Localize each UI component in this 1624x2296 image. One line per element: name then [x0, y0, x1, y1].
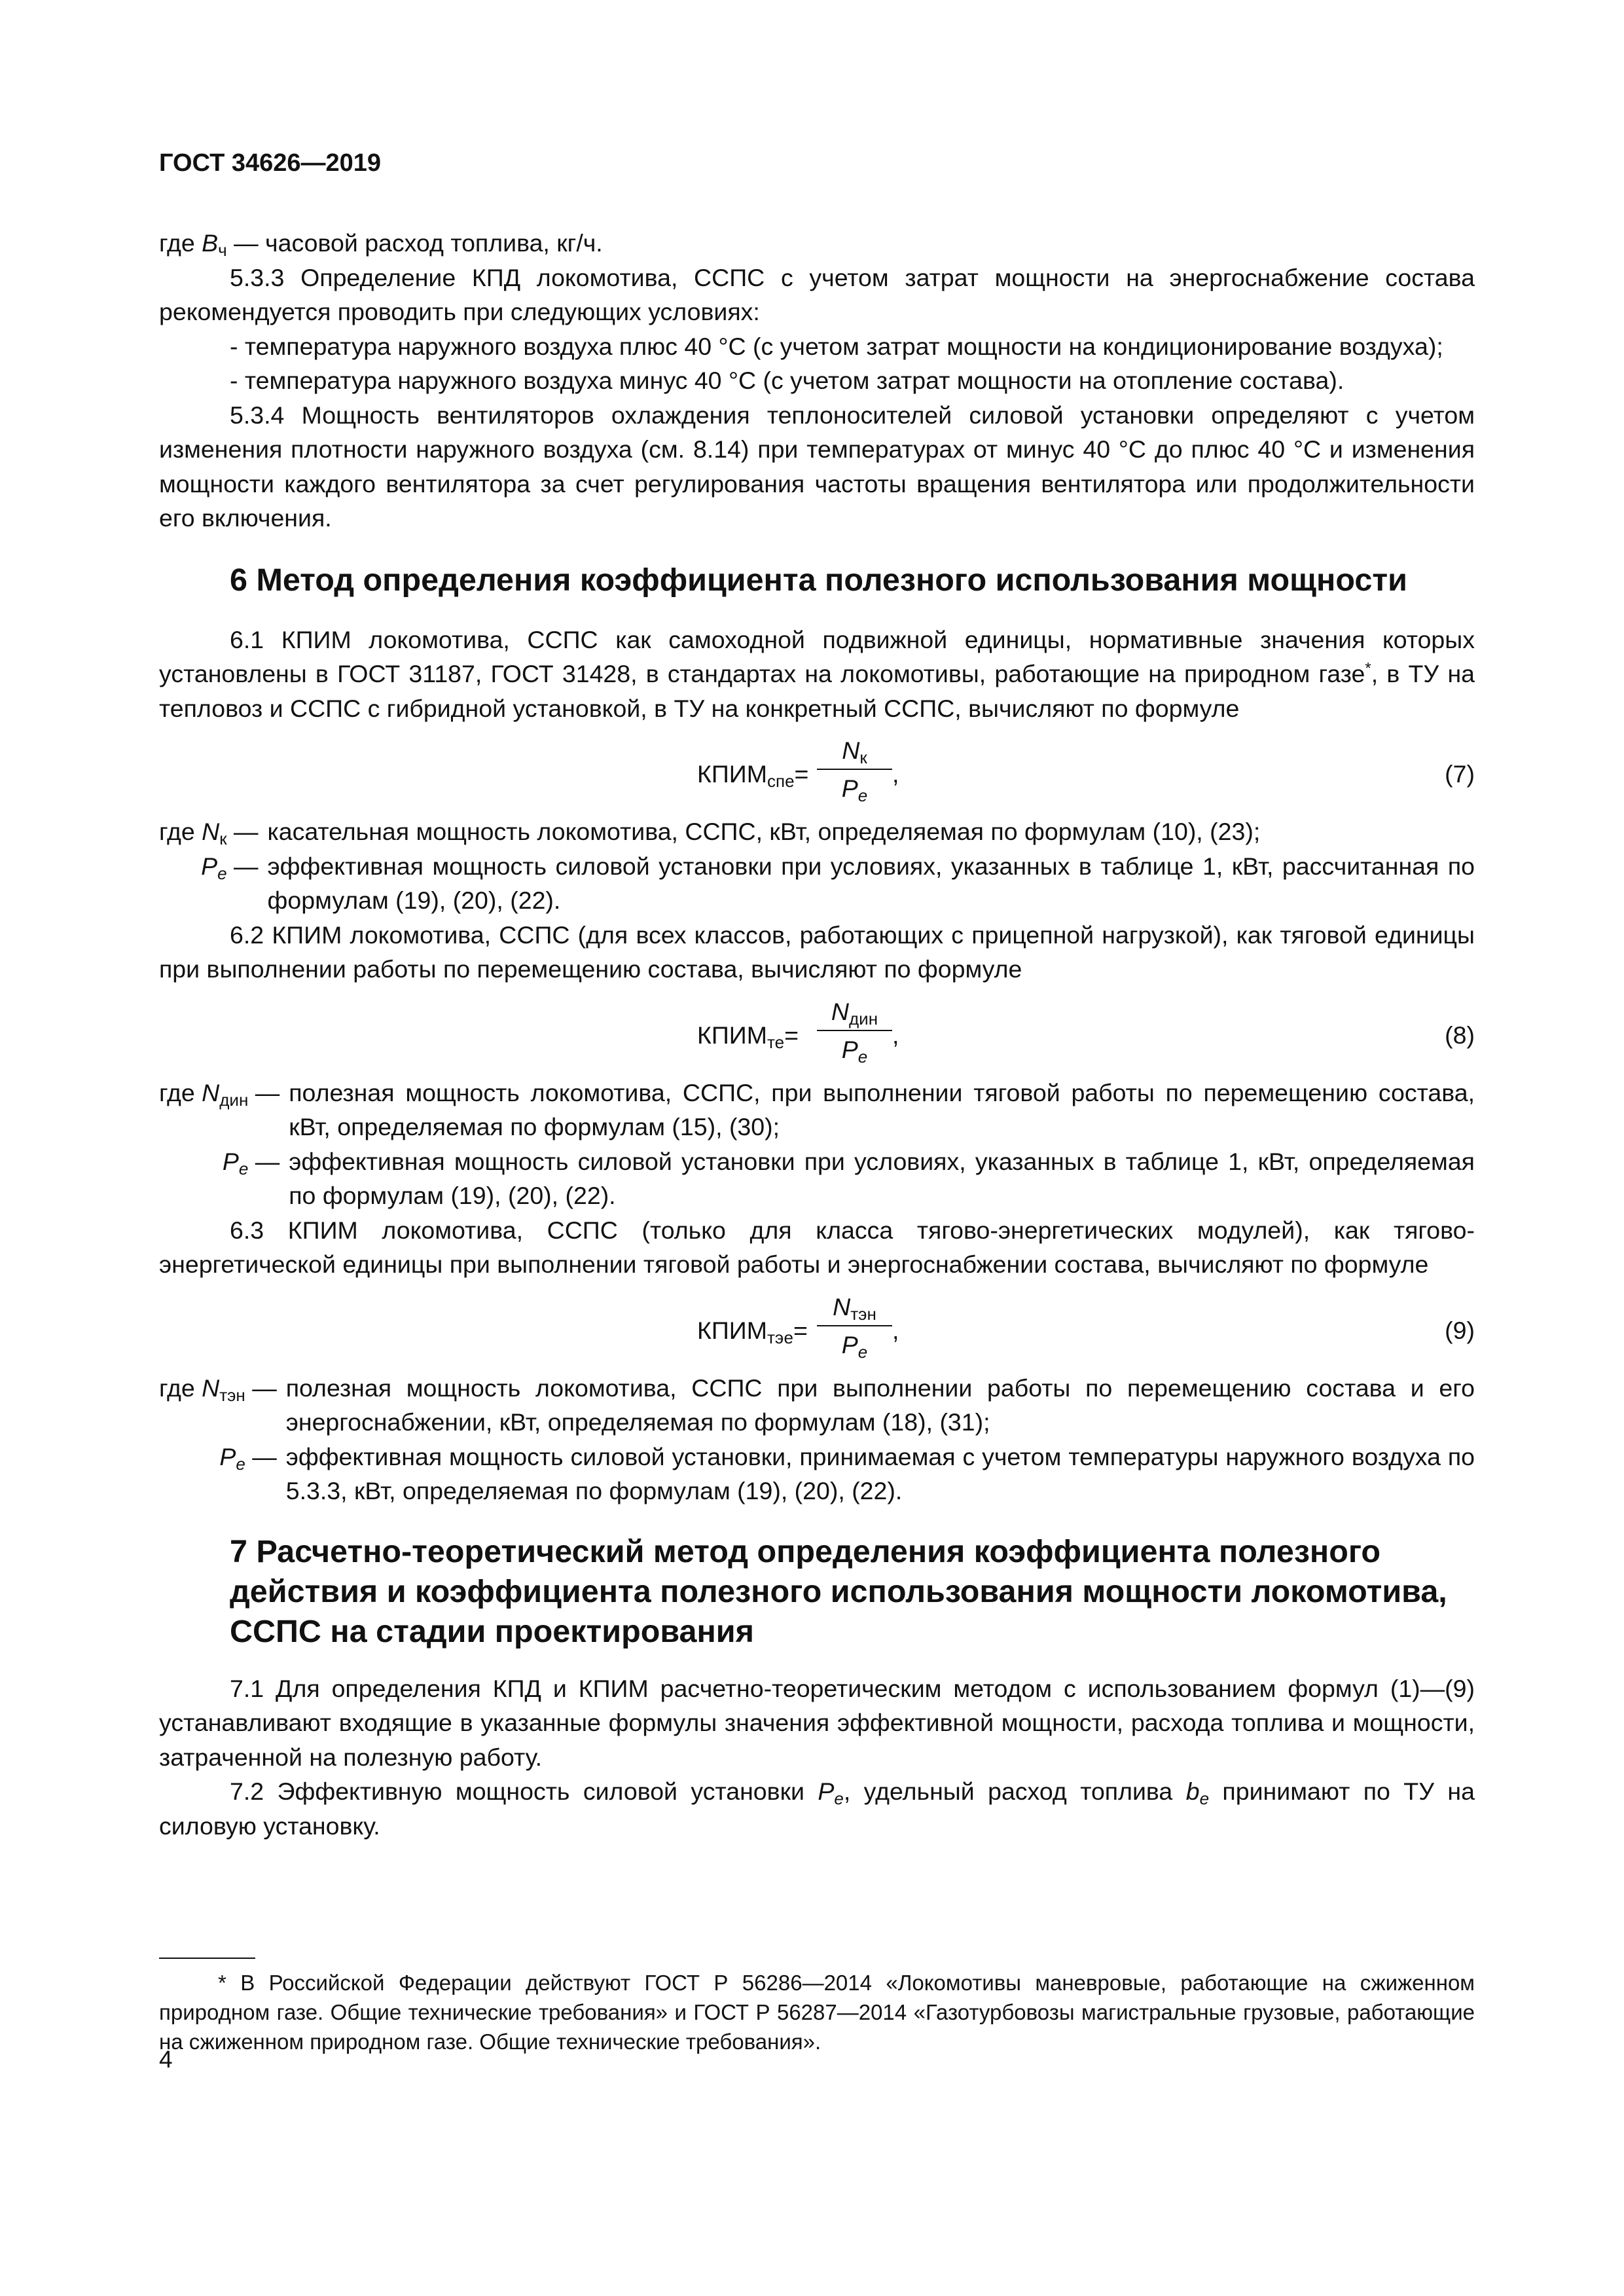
formula-name: КПИМ [697, 1316, 767, 1344]
symbol-subscript: к [219, 829, 227, 848]
symbol-subscript: ч [218, 240, 227, 260]
where-term: $P_e$ — [219, 1442, 277, 1474]
where-lead: где [159, 818, 202, 845]
where-term: $P_e$ — [222, 1147, 280, 1178]
where-term: $P_e$ — [201, 852, 259, 883]
numerator-symbol: N [842, 737, 860, 764]
paragraph-5-3-3: 5.3.3 Определение КПД локомотива, ССПС с учетом затрат мощности на энергоснабжение состава рекомендуется проводить при следующих условиях: [159, 263, 1475, 325]
numerator-symbol: N [831, 997, 850, 1025]
where-definition: полезная мощность локомотива, ССПС при выполнении работы по перемещению состава и его энергоснабжении, кВт, определяемая по формулам (18), (31); [285, 1374, 1475, 1436]
denominator-symbol: P [841, 1330, 858, 1358]
formula-7-where [159, 814, 1475, 918]
where-definition: полезная мощность локомотива, ССПС, при выполнении тяговой работы по перемещению состава, кВт, определяемая по формулам (15), (30); [289, 1078, 1475, 1140]
symbol: P [818, 1777, 835, 1805]
footnote-marker: * [1365, 659, 1371, 678]
paragraph-7-2 [159, 1774, 1475, 1843]
formula-number: (9) [1445, 1316, 1475, 1344]
symbol: b [1185, 1777, 1200, 1805]
where-definition: эффективная мощность силовой установки при условиях, указанных в таблице 1, кВт, определяемая по формулам (19), (20), (22). [289, 1147, 1475, 1209]
symbol: N [202, 1078, 220, 1106]
paragraph-6-2: 6.2 КПИМ локомотива, ССПС (для всех классов, работающих с прицепной нагрузкой), как тяговой единицы при выполнении работы по перемещению состава, вычисляют по формуле [159, 920, 1475, 983]
symbol: N [202, 818, 220, 845]
paragraph-6-3: 6.3 КПИМ локомотива, ССПС (только для класса тягово-энергетических модулей), как тягово-энергетической единицы при выполнении тяговой работы и энергоснабжении состава, вычисляют по формуле [159, 1216, 1475, 1278]
fraction [817, 994, 892, 1066]
symbol-subscript: e [238, 1158, 249, 1178]
symbol: P [201, 852, 218, 880]
where-lead: где [159, 229, 202, 257]
footnote: * В Российской Федерации действуют ГОСТ Р 56286—2014 «Локомотивы маневровые, работающие на сжиженном природном газе. Общие технические требования» и ГОСТ Р 56287—2014 «Газотурбовозы магистральные грузовые, работающие на сжиженном природном газе. Общие технические требования». [159, 1971, 1475, 2054]
numerator-subscript: дин [849, 1008, 878, 1029]
symbol-subscript: e [1199, 1789, 1210, 1808]
fraction-bar [817, 769, 892, 770]
paragraph-6-1 [159, 623, 1475, 726]
page-body [159, 226, 1475, 1843]
where-definition: эффективная мощность силовой установки при условиях, указанных в таблице 1, кВт, рассчитанная по формулам (19), (20), (22). [267, 852, 1475, 914]
formula-number: (8) [1445, 1021, 1475, 1049]
equals-sign: = [794, 760, 809, 788]
numerator-symbol: N [833, 1292, 851, 1321]
denominator [817, 1032, 892, 1066]
equals-sign: = [784, 1021, 799, 1049]
denominator-subscript: e [857, 786, 868, 805]
symbol: B [202, 229, 219, 257]
symbol-subscript: e [834, 1789, 844, 1808]
formula-comma: , [892, 1021, 899, 1049]
symbol: N [202, 1374, 220, 1402]
where-lead: где [159, 1374, 202, 1402]
symbol: P [219, 1442, 236, 1470]
denominator-subscript: e [857, 1341, 868, 1362]
formula-lhs [697, 1018, 799, 1053]
numerator-subscript: тэн [850, 1303, 876, 1324]
where-term: где $N_{тэн}$ — [159, 1374, 277, 1405]
formula-8-where [159, 1076, 1475, 1213]
formula-lhs [697, 1313, 808, 1348]
numerator [817, 1290, 892, 1324]
fraction-bar [817, 1030, 892, 1031]
formula-7 [159, 733, 1475, 811]
formula-name-subscript: спе [767, 771, 795, 791]
paragraph-text: 7.2 Эффективную мощность силовой установки [230, 1777, 818, 1805]
numerator [817, 733, 892, 767]
paragraph-5-3-4: 5.3.4 Мощность вентиляторов охлаждения теплоносителей силовой установки определяют с учетом изменения плотности наружного воздуха (см. 8.14) при температурах от минус 40 °С до плюс 40 °С и изменения мощности каждого вентилятора за счет регулирования частоты вращения вентилятора или продолжительности его включения. [159, 401, 1475, 532]
page-header: ГОСТ 34626—2019 [159, 149, 382, 177]
formula-comma: , [892, 760, 899, 788]
footnote-separator [159, 1958, 255, 1959]
symbol-subscript: дин [219, 1089, 249, 1110]
symbol-subscript: e [236, 1453, 245, 1474]
paragraph-text: принимают по ТУ на силовую установку. [159, 1777, 1475, 1840]
fraction [817, 1290, 892, 1362]
denominator [817, 771, 892, 805]
formula-name-subscript: те [767, 1032, 785, 1052]
denominator-symbol: P [841, 774, 858, 802]
formula-9 [159, 1290, 1475, 1367]
symbol-subscript: e [217, 863, 227, 883]
bullet-plus-40: - температура наружного воздуха плюс 40 °С (с учетом затрат мощности на кондиционирование воздуха); [230, 332, 1443, 360]
symbol-subscript: тэн [219, 1385, 245, 1405]
formula-comma: , [892, 1316, 899, 1344]
numerator-subscript: к [859, 748, 867, 767]
where-term: где $N_{дин}$ — [159, 1078, 280, 1110]
equals-sign: = [793, 1316, 808, 1344]
denominator-subscript: e [857, 1046, 868, 1066]
paragraph-text: , удельный расход топлива [843, 1777, 1186, 1805]
symbol: P [222, 1147, 239, 1175]
denominator-symbol: P [841, 1035, 858, 1063]
page-number: 4 [159, 2046, 173, 2073]
paragraph-text: 6.1 КПИМ локомотива, ССПС как самоходной подвижной единицы, нормативные значения которых установлены в ГОСТ 31187, ГОСТ 31428, в стандартах на локомотивы, работающие на природном газе [159, 625, 1475, 687]
formula-number: (7) [1445, 760, 1475, 788]
formula-lhs [697, 757, 808, 792]
paragraph-text: , в ТУ на тепловоз и ССПС с гибридной установкой, в ТУ на конкретный ССПС, вычисляют по формуле [159, 660, 1475, 722]
where-definition: касательная мощность локомотива, ССПС, кВт, определяемая по формулам (10), (23); [267, 818, 1261, 845]
formula-name: КПИМ [697, 1021, 767, 1049]
formula-name: КПИМ [697, 760, 767, 788]
formula-8 [159, 994, 1475, 1072]
where-definition: эффективная мощность силовой установки, принимаемая с учетом температуры наружного воздуха по 5.3.3, кВт, определяемая по формулам (19), (20), (22). [285, 1442, 1475, 1504]
fraction-bar [817, 1325, 892, 1326]
section-6-heading: 6 Метод определения коэффициента полезного использования мощности [230, 562, 1407, 598]
paragraph-7-1: 7.1 Для определения КПД и КПИМ расчетно-теоретическим методом с использованием формул (1)—(9) устанавливают входящие в указанные формулы значения эффективной мощности, расхода топлива и мощности, затраченной на полезную работу. [159, 1674, 1475, 1771]
numerator [817, 994, 892, 1029]
where-term: где $N_к$ — [159, 818, 259, 848]
formula-9-where [159, 1371, 1475, 1508]
denominator [817, 1328, 892, 1362]
section-7-heading: 7 Расчетно-теоретический метод определения коэффициента полезного действия и коэффициента полезного использования мощности локомотива, ССПС на стадии проектирования [230, 1533, 1447, 1649]
bullet-minus-40: - температура наружного воздуха минус 40 °С (с учетом затрат мощности на отопление состава). [230, 367, 1344, 394]
fraction [817, 733, 892, 805]
formula-name-subscript: тэе [767, 1327, 793, 1347]
where-lead: где [159, 1078, 202, 1106]
definition-text: — часовой расход топлива, кг/ч. [226, 229, 603, 257]
where-b-definition [159, 226, 1475, 261]
